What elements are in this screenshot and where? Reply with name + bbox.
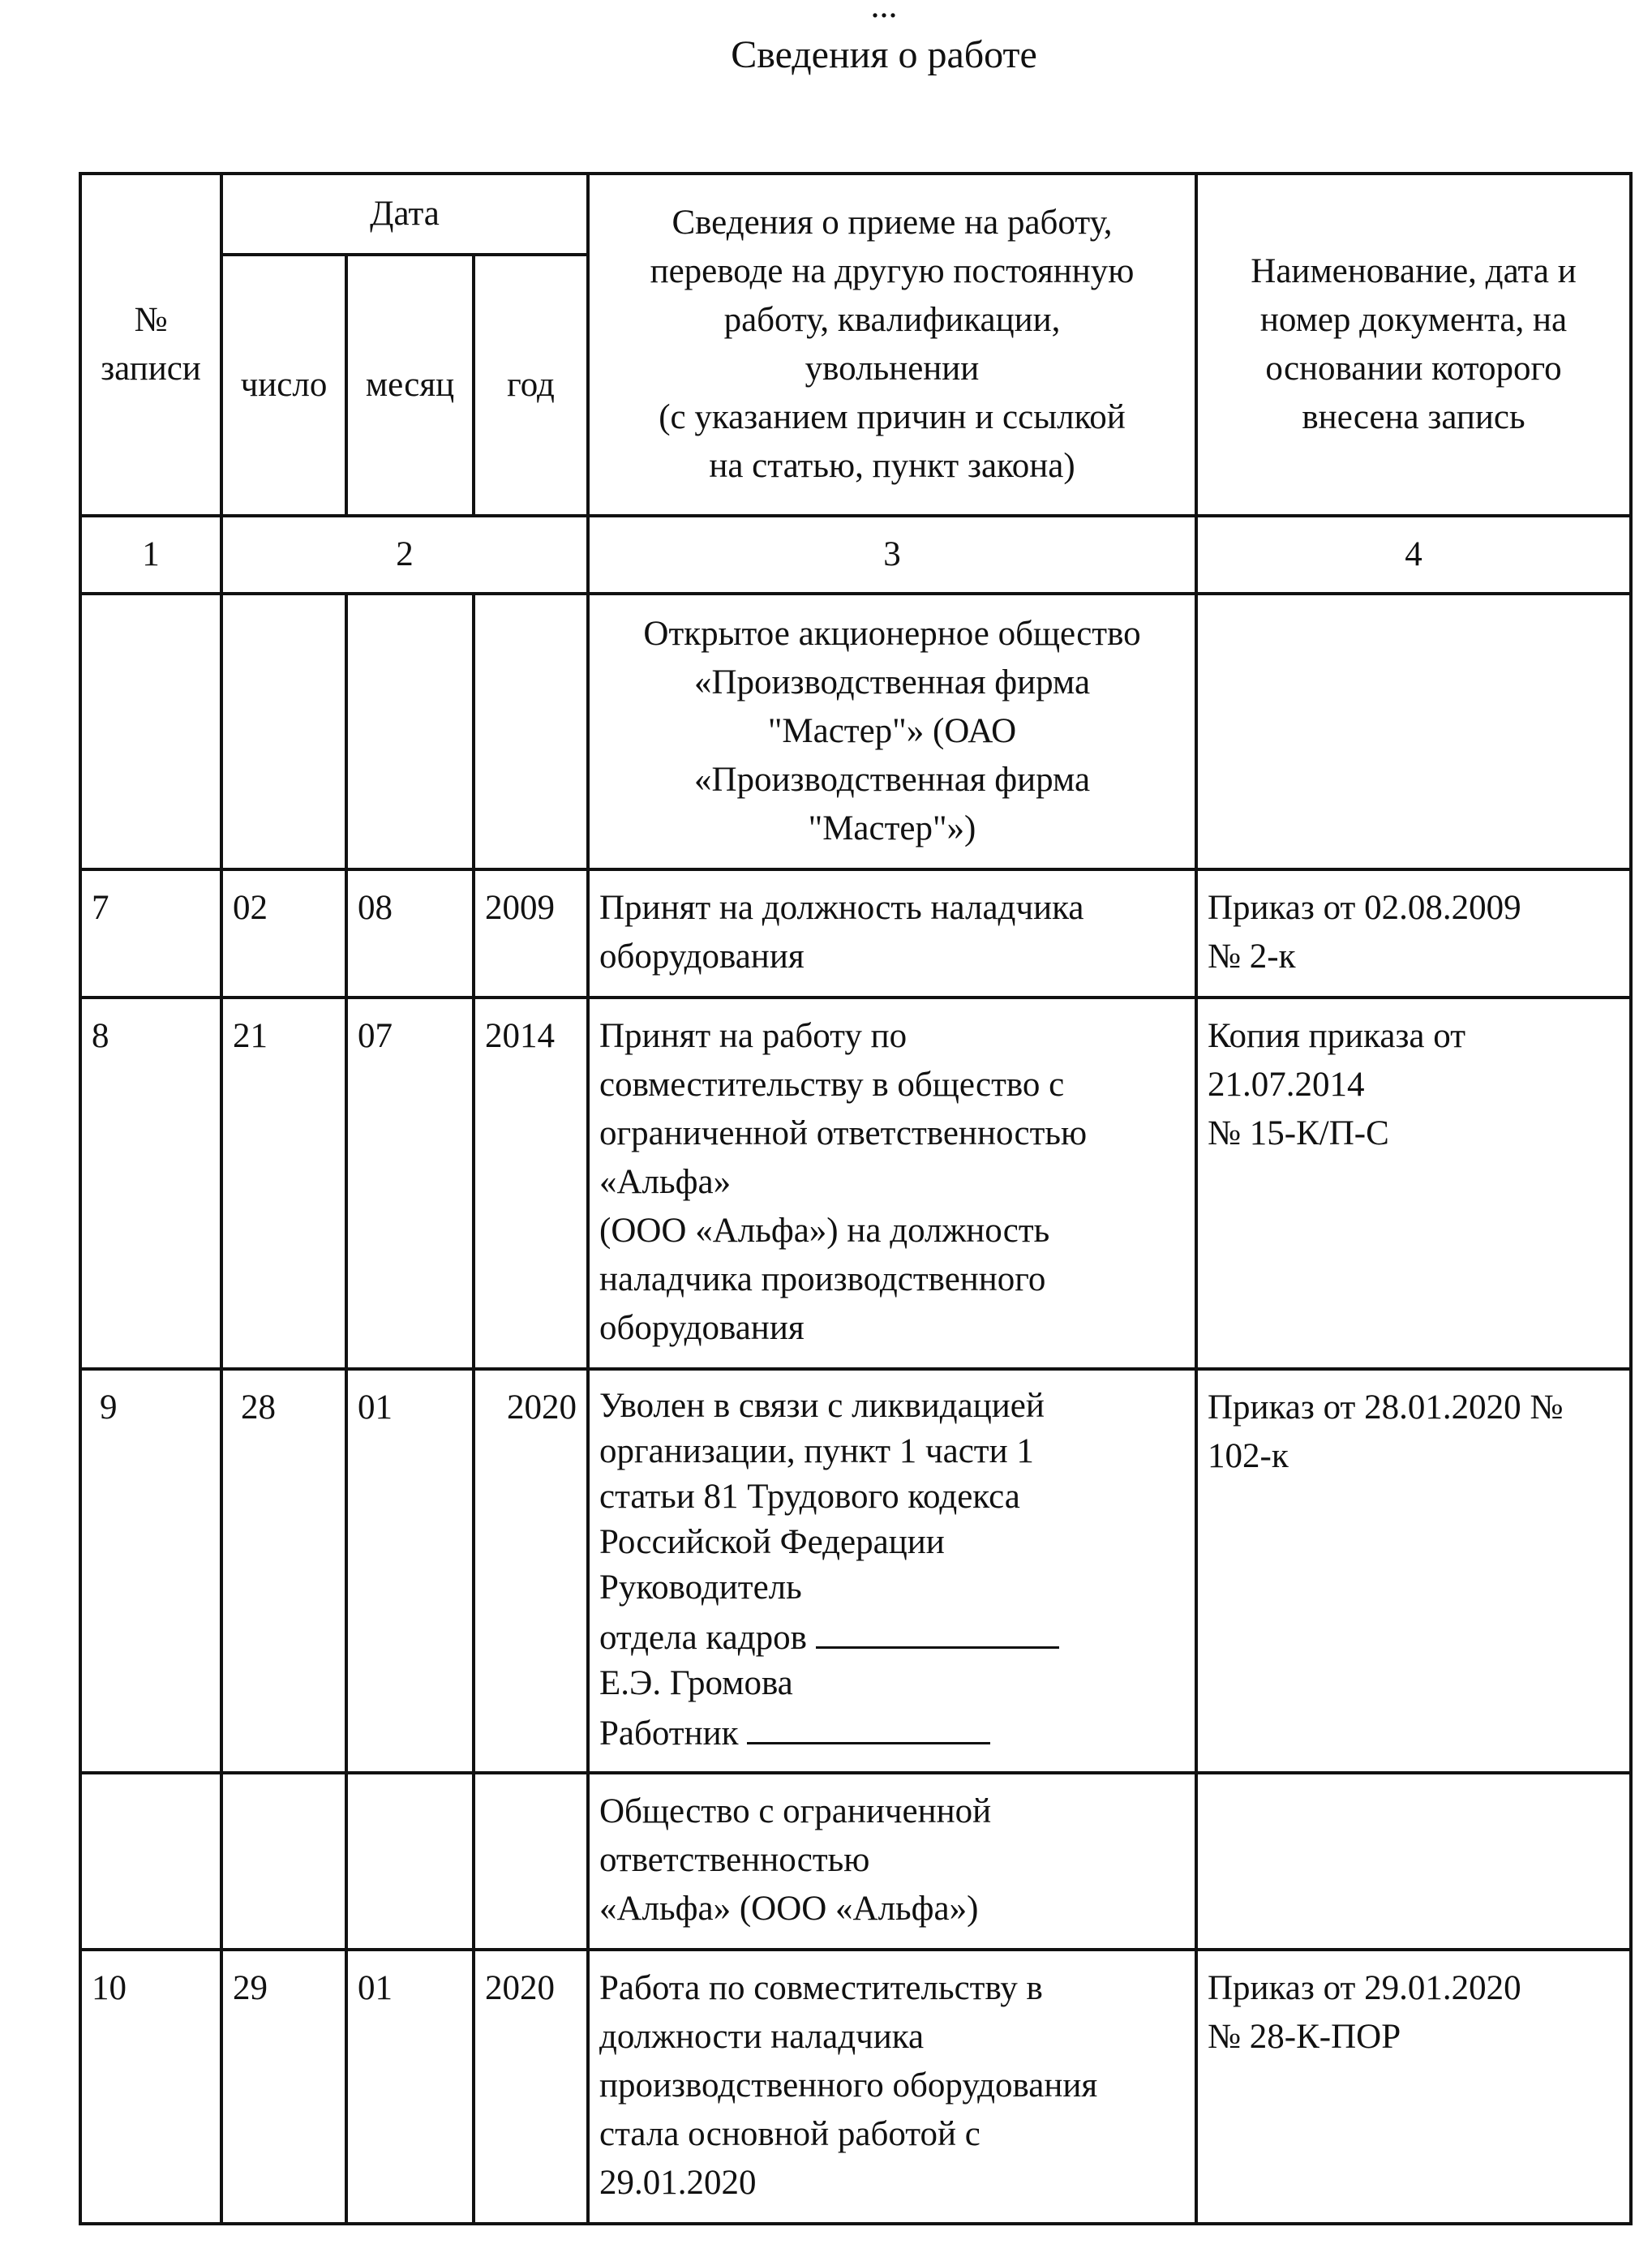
record-info-text: Уволен в связи с ликвидацией организации, пункт 1 части 1 статьи 81 Трудового кодекса Российской Федерации Руководитель: [599, 1387, 1045, 1607]
worker-label: Работник: [599, 1714, 739, 1753]
record-no: 8: [80, 998, 221, 1369]
record-year: 2009: [474, 869, 588, 998]
empty-cell: [80, 1773, 221, 1950]
record-month: 07: [346, 998, 474, 1369]
empty-cell: [1196, 594, 1631, 869]
record-no: 10: [80, 1950, 221, 2224]
column-number-row: [80, 516, 1631, 594]
record-year: 2020: [474, 1369, 588, 1773]
header-date: Дата: [221, 174, 588, 255]
organization-name: Общество с ограниченной ответственностью «Альфа» (ООО «Альфа»): [588, 1773, 1196, 1950]
record-year: 2020: [474, 1950, 588, 2224]
hr-label: отдела кадров: [599, 1619, 807, 1657]
organization-name: Открытое акционерное общество «Производственная фирма "Мастер"» (ОАО «Производственная фирма "Мастер"»): [588, 594, 1196, 869]
record-month: 01: [346, 1369, 474, 1773]
empty-cell: [346, 594, 474, 869]
record-info: Работа по совместительству в должности наладчика производственного оборудования стала основной работой с 29.01.2020: [588, 1950, 1196, 2224]
empty-cell: [1196, 1773, 1631, 1950]
empty-cell: [221, 594, 346, 869]
record-day: 29: [221, 1950, 346, 2224]
page-title: Сведения о работе: [731, 33, 1037, 76]
record-info: Принят на работу по совместительству в общество с ограниченной ответственностью «Альфа» (ООО «Альфа») на должность наладчика производственного оборудования: [588, 998, 1196, 1369]
record-no: 7: [80, 869, 221, 998]
table-row: [80, 1369, 1631, 1773]
record-year: 2014: [474, 998, 588, 1369]
org-row: [80, 1773, 1631, 1950]
hr-name: Е.Э. Громова: [599, 1664, 793, 1702]
record-document: Приказ от 29.01.2020 № 28-К-ПОР: [1196, 1950, 1631, 2224]
header-info: Сведения о приеме на работу, переводе на другую постоянную работу, квалификации, увольнении (с указанием причин и ссылкой на статью, пункт закона): [588, 174, 1196, 516]
record-info: [588, 1369, 1196, 1773]
record-day: 28: [221, 1369, 346, 1773]
column-number: 3: [588, 516, 1196, 594]
table-row: [80, 869, 1631, 998]
hr-signature-line: [816, 1611, 1059, 1649]
header-year: год: [474, 255, 588, 516]
column-number: 1: [80, 516, 221, 594]
column-number: 4: [1196, 516, 1631, 594]
header-record-no: № записи: [80, 174, 221, 516]
record-no: 9: [80, 1369, 221, 1773]
empty-cell: [346, 1773, 474, 1950]
empty-cell: [221, 1773, 346, 1950]
worker-signature: [599, 1706, 1185, 1757]
empty-cell: [474, 594, 588, 869]
header-day: число: [221, 255, 346, 516]
employment-record-table: [79, 172, 1633, 2225]
record-month: 01: [346, 1950, 474, 2224]
record-document: Приказ от 02.08.2009 № 2-к: [1196, 869, 1631, 998]
header-month: месяц: [346, 255, 474, 516]
record-day: 21: [221, 998, 346, 1369]
header-document: Наименование, дата и номер документа, на основании которого внесена запись: [1196, 174, 1631, 516]
empty-cell: [80, 594, 221, 869]
hr-signature: [599, 1611, 1185, 1661]
record-day: 02: [221, 869, 346, 998]
header-row-top: [80, 174, 1631, 255]
record-month: 08: [346, 869, 474, 998]
column-number: 2: [221, 516, 588, 594]
record-info: Принят на должность наладчика оборудования: [588, 869, 1196, 998]
ellipsis-mark: ...: [870, 0, 898, 25]
worker-signature-line: [747, 1706, 990, 1744]
record-document: Приказ от 28.01.2020 № 102-к: [1196, 1369, 1631, 1773]
org-row: [80, 594, 1631, 869]
table-row: [80, 998, 1631, 1369]
table-row: [80, 1950, 1631, 2224]
record-document: Копия приказа от 21.07.2014 № 15-К/П-С: [1196, 998, 1631, 1369]
empty-cell: [474, 1773, 588, 1950]
